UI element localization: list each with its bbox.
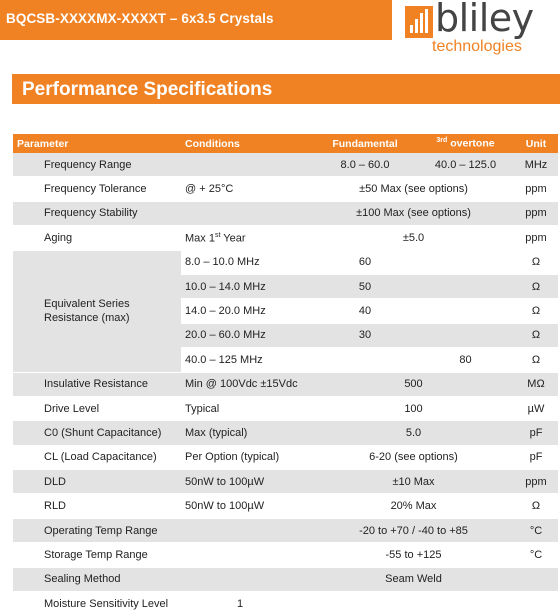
header-conditions: Conditions [181, 134, 313, 153]
table-row: Sealing Method Seam Weld [13, 567, 558, 591]
esr-parameter: Equivalent Series Resistance (max) [13, 250, 181, 372]
logo-wordmark: bliley [435, 0, 534, 40]
section-title: Performance Specifications [22, 79, 273, 100]
table-row: Frequency Stability ±100 Max (see options) ppm [13, 201, 558, 225]
table-row: 14.0 – 20.0 MHz 40 Ω [13, 299, 558, 323]
table-row: Moisture Sensitivity Level 1 [13, 592, 558, 616]
header-overtone: $^{3rd}$ overtone [417, 134, 514, 153]
table-header-row [13, 134, 558, 153]
table-row: Equivalent Series Resistance (max) 8.0 – 10.0 MHz 60 Ω [13, 250, 558, 274]
header-bar [0, 0, 392, 40]
table-row: Aging Max 1st Year ±5.0 ppm [13, 226, 558, 250]
header-parameter: Parameter [13, 134, 181, 153]
logo-subtitle: technologies [432, 38, 522, 55]
table-row: DLD 50nW to 100µW ±10 Max ppm [13, 470, 558, 494]
table-row: RLD 50nW to 100µW 20% Max Ω [13, 494, 558, 518]
logo-mark-icon [405, 6, 433, 38]
header-fundamental: Fundamental [313, 134, 417, 153]
table-row: 20.0 – 60.0 MHz 30 Ω [13, 323, 558, 347]
table-row: Frequency Tolerance @ + 25°C ±50 Max (see options) ppm [13, 177, 558, 201]
section-header [12, 74, 560, 104]
table-row: CL (Load Capacitance) Per Option (typical) 6-20 (see options) pF [13, 445, 558, 469]
table-row: 10.0 – 14.0 MHz 50 Ω [13, 274, 558, 298]
aging-conditions: Max 1st Year [181, 226, 313, 250]
table-row: C0 (Shunt Capacitance) Max (typical) 5.0 pF [13, 421, 558, 445]
header-unit: Unit [514, 134, 558, 153]
bliley-logo [405, 0, 555, 58]
spec-table [13, 134, 558, 616]
table-row: Storage Temp Range -55 to +125 °C [13, 543, 558, 567]
document-title: BQCSB-XXXXMX-XXXXT – 6x3.5 Crystals [6, 11, 274, 26]
table-row: Frequency Range 8.0 – 60.0 40.0 – 125.0 MHz [13, 153, 558, 177]
table-row: Operating Temp Range -20 to +70 / -40 to +85 °C [13, 518, 558, 542]
table-row: Insulative Resistance Min @ 100Vdc ±15Vdc 500 MΩ [13, 372, 558, 396]
table-row: 40.0 – 125 MHz 80 Ω [13, 348, 558, 372]
table-row: Drive Level Typical 100 µW [13, 396, 558, 420]
